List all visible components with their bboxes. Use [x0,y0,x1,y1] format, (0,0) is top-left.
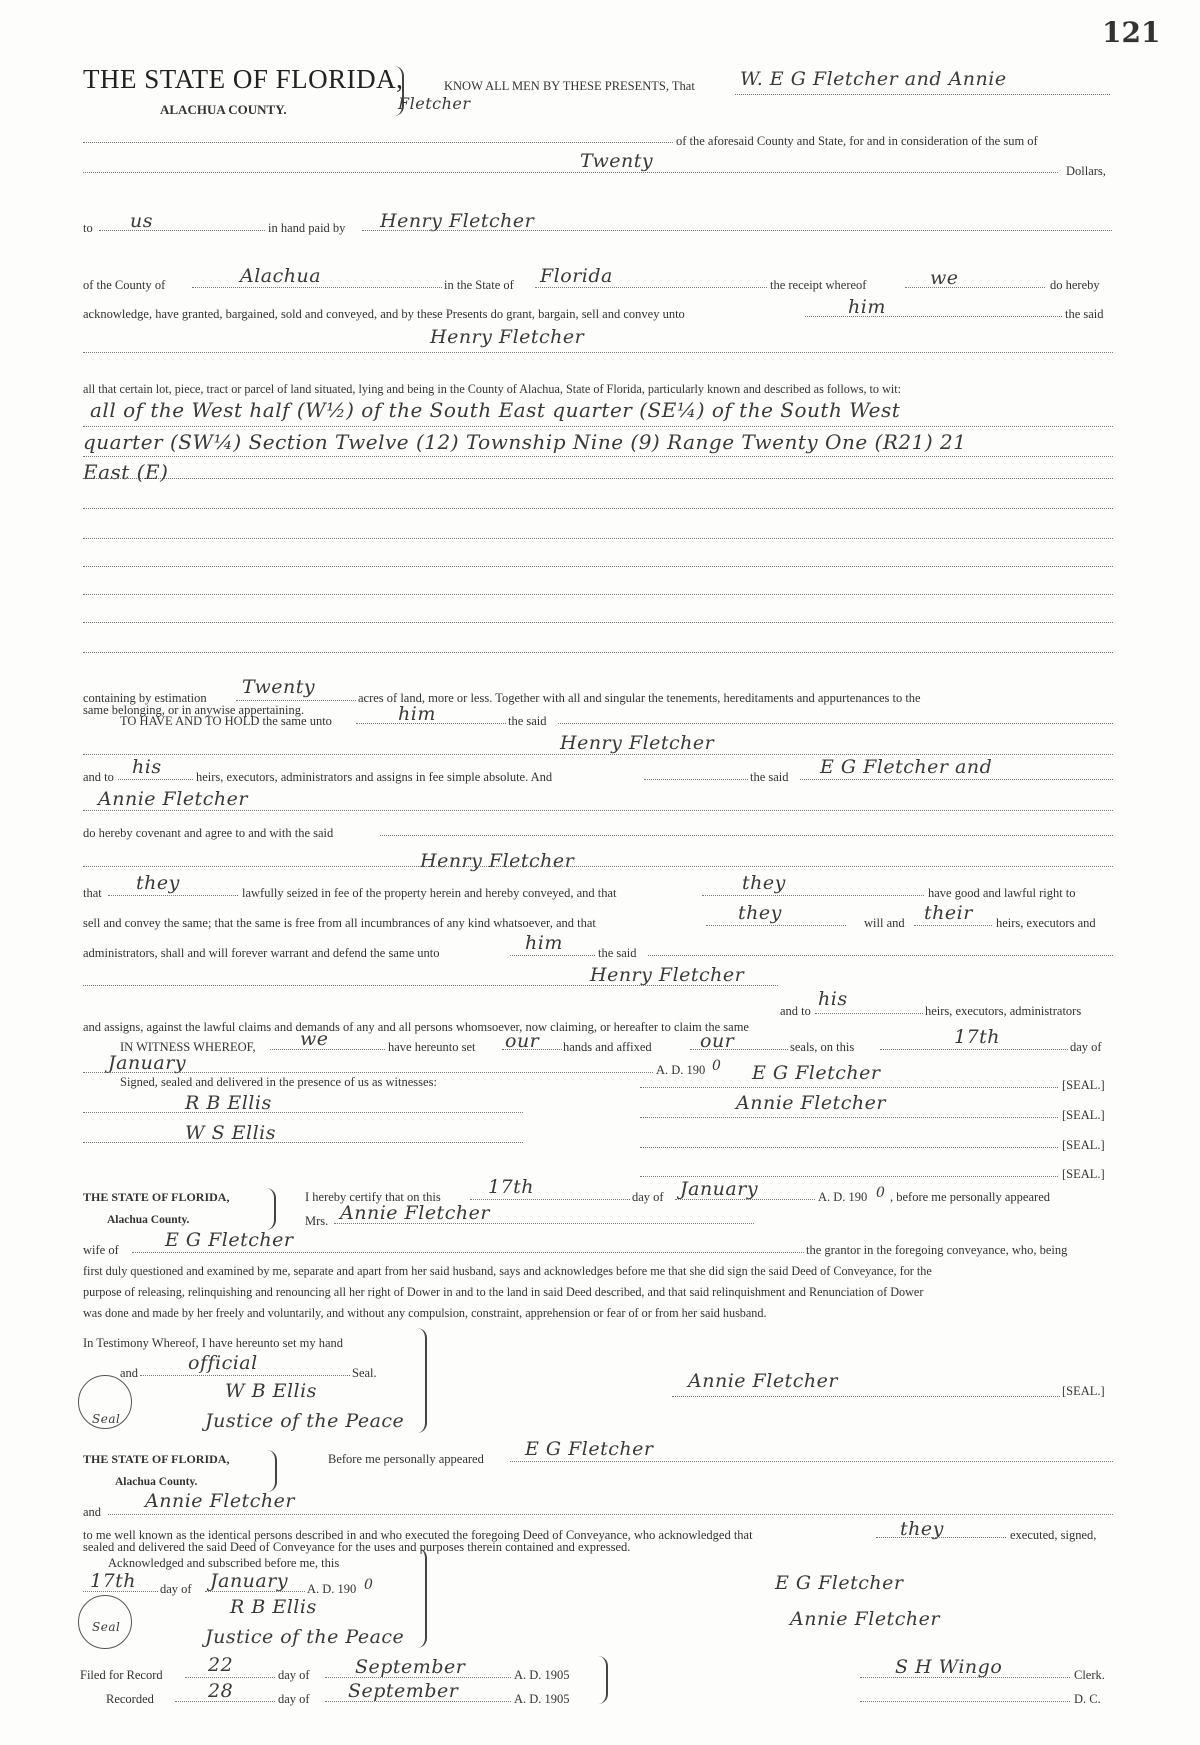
clerk-label: Clerk. [1074,1668,1105,1682]
we-handwritten: we [300,1028,329,1050]
land-line2-handwritten: quarter (SW¼) Section Twelve (12) Township Nine (9) Range Twenty One (R21) 21 [83,430,967,454]
grantor-text: the grantor in the foregoing conveyance, who, being [806,1243,1068,1257]
witness2-handwritten: W S Ellis [185,1122,276,1144]
wife-ack-para1: first duly questioned and examined by me, separate and apart from her said husband, says and acknowledges before me that she did sign the said Deed of Conveyance, for the [83,1264,932,1278]
ack2-month: January [210,1570,289,1592]
seized-text: lawfully seized in fee of the property herein and hereby conveyed, and that [242,886,617,900]
ack2-day-of: day of [160,1582,192,1596]
ack2-county: Alachua County. [115,1476,198,1488]
land-line5 [83,538,1113,539]
mrs-label: Mrs. [305,1214,329,1228]
ack2-they-line [876,1537,1006,1538]
land-line1-handwritten: all of the West half (W½) of the South East quarter (SE¼) of the South West [90,398,901,422]
land-line8 [83,622,1113,623]
heirs-text: heirs, executors, administrators and assigns in fee simple absolute. And [196,770,553,784]
hand-text: hands and affixed [563,1040,652,1054]
they-line-2 [702,895,924,896]
ack2-month-line [205,1591,305,1592]
acres-line [236,700,356,701]
filed-month-line [325,1677,511,1678]
mrs-line [334,1223,754,1224]
they-line-3 [706,925,846,926]
wife-ack-month-line [675,1199,815,1200]
their-line [914,925,992,926]
signature2-handwritten: Annie Fletcher [736,1092,886,1114]
of-county-label: of the County of [83,278,166,292]
testimony-brace [415,1328,427,1433]
they-handwritten-2: they [742,872,786,894]
to-have-name-line [558,723,1113,724]
state-handwritten: Florida [540,265,613,287]
administrators-text: administrators, shall and will forever warrant and defend the same unto [83,946,440,960]
witness1-line [83,1112,523,1113]
ack2-executed: executed, signed, [1010,1528,1097,1542]
county-line [192,287,442,288]
testimony-seal: Seal. [352,1366,377,1380]
page-number: 121 [1102,16,1161,49]
name3-line2 [83,985,778,986]
his-line [118,779,193,780]
filed-ad: A. D. 1905 [514,1668,570,1682]
recorded-day: 28 [208,1680,234,1702]
heirs-exec-text: heirs, executors and [996,916,1096,930]
wife-ack-month: January [680,1178,759,1200]
wife-ack-before: , before me personally appeared [890,1190,1050,1204]
filed-month: September [355,1656,466,1678]
covenant-name-handwritten: Henry Fletcher [420,850,575,872]
land-line2 [83,456,1113,457]
to-label: to [83,221,93,235]
wife-ack-day-line [470,1199,630,1200]
filing-brace [596,1656,608,1704]
dc-label: D. C. [1074,1692,1101,1706]
clerk-handwritten: S H Wingo [895,1656,1003,1678]
wife-of-label: wife of [83,1243,119,1257]
in-state-label: in the State of [444,278,514,292]
consideration-text: of the aforesaid County and State, for and in consideration of the sum of [676,134,1038,148]
heirs2-text: heirs, executors, administrators [925,1004,1082,1018]
grantors-line [735,94,1110,95]
wife-ack-year: 0 [876,1185,886,1201]
signature3-line [640,1147,1058,1148]
witness1-handwritten: R B Ellis [185,1092,272,1114]
day-handwritten: 17th [954,1026,1001,1048]
dollars-label: Dollars, [1066,164,1106,178]
they-line-1 [108,895,238,896]
amount-line [83,172,1058,173]
seal-label-1: [SEAL.] [1062,1078,1105,1092]
recorded-day-of: day of [278,1692,310,1706]
ack2-signature1: E G Fletcher [775,1572,904,1594]
the-said-3: the said [598,946,637,960]
grantee-name-line [83,352,1113,353]
covenant-line2 [83,866,1113,867]
our-line-2 [690,1049,788,1050]
ad-text: A. D. 190 [656,1063,706,1077]
covenant-line [380,835,1113,836]
ack2-state: THE STATE OF FLORIDA, [83,1452,230,1466]
land-line7 [83,594,1113,595]
clerk-line [860,1677,1070,1678]
witness2-line [83,1142,523,1143]
ack2-name1: E G Fletcher [525,1438,654,1460]
to-have-name-handwritten: Henry Fletcher [560,732,715,754]
testimony-and: and [120,1366,139,1380]
to-have-handwritten: him [398,703,436,725]
preamble: KNOW ALL MEN BY THESE PRESENTS, That [444,79,695,93]
dc-line [860,1701,1070,1702]
land-line3 [83,478,1113,479]
that-label: that [83,886,102,900]
sell-convey-text: sell and convey the same; that the same is free from all incumbrances of any kind whatsoever, and that [83,916,596,930]
seal-label-4: [SEAL.] [1062,1167,1105,1181]
the-said-label: the said [1065,307,1104,321]
wife-ack-officer: W B Ellis [225,1380,317,1402]
to-line [99,230,265,231]
official-line [140,1375,350,1376]
grantors2-line [800,779,1113,780]
wife-ack-ad: A. D. 190 [818,1190,868,1204]
signature1-handwritten: E G Fletcher [752,1062,881,1084]
official-handwritten: official [188,1352,258,1374]
will-and-text: will and [864,916,905,930]
wife-signature-line [672,1396,1060,1397]
assigns-text: and assigns, against the lawful claims and demands of any and all persons whomsoever, now claiming, or hereafter to claim the same [83,1020,749,1034]
ack2-subscribed: Acknowledged and subscribed before me, this [108,1556,340,1570]
mrs-handwritten: Annie Fletcher [340,1202,490,1224]
land-line1 [83,426,1113,427]
ack2-name1-line [510,1461,1113,1462]
paid-by-line [362,230,1112,231]
husband-line [132,1252,804,1253]
receipt-line [905,287,1045,288]
land-line9 [83,652,1113,653]
wife-ack-day: 17th [488,1176,535,1198]
ack2-sealed: sealed and delivered the said Deed of Conveyance for the uses and purposes therein contained and expressed. [83,1540,631,1554]
certify-text: I hereby certify that on this [305,1190,441,1204]
they-handwritten-1: they [136,872,180,894]
acknowledge-text: acknowledge, have granted, bargained, sold and conveyed, and by these Presents do grant, bargain, sell and convey unto [83,307,685,321]
grantors-handwritten-cont: Fletcher [398,94,471,113]
ack2-name2-line [108,1514,1113,1515]
wife-ack-brace [264,1188,276,1230]
the-said-2: the said [750,770,789,784]
our-line-1 [502,1049,562,1050]
ack2-officer-brace [415,1548,427,1648]
ack2-day: 17th [90,1570,137,1592]
ack2-they: they [900,1518,944,1540]
ack2-title: Justice of the Peace [205,1626,405,1648]
seal-text: seals, on this [790,1040,855,1054]
unto-handwritten: him [848,296,886,318]
ack2-ad: A. D. 190 [307,1582,357,1596]
name3-line [648,955,1113,956]
seal-stamp-1-label: Seal [92,1412,121,1426]
unto-line [805,316,1062,317]
day-of-text: day of [1070,1040,1102,1054]
paid-by-label: in hand paid by [268,221,346,235]
acres-text: acres of land, more or less. Together with all and singular the tenements, hereditaments and appurtenances to the [358,691,921,705]
grantors-handwritten: W. E G Fletcher and Annie [740,68,1007,90]
belonging-text: same belonging, or in anywise appertaining. [83,703,305,717]
to-handwritten: us [130,210,153,232]
do-hereby-label: do hereby [1050,278,1100,292]
recorded-month-line [325,1701,511,1702]
to-have-text: TO HAVE AND TO HOLD the same unto [120,714,332,728]
grantors2-handwritten: E G Fletcher and [820,756,993,778]
receipt-handwritten: we [930,267,959,289]
ack2-name2: Annie Fletcher [145,1490,295,1512]
to-have-said: the said [508,714,547,728]
have-good-text: have good and lawful right to [928,886,1076,900]
receipt-label: the receipt whereof [770,278,867,292]
month-handwritten: January [108,1052,187,1074]
wife-ack-county: Alachua County. [107,1214,190,1226]
our-handwritten-1: our [505,1030,540,1052]
and-line [644,779,748,780]
state-line [535,287,767,288]
ack2-year: 0 [364,1577,374,1593]
signature1-line [640,1087,1058,1088]
land-line6 [83,566,1113,567]
recorded-day-line [175,1701,275,1702]
their-handwritten: their [924,902,973,924]
signature2-line [640,1117,1058,1118]
ack2-brace [265,1450,277,1492]
him-line [510,955,595,956]
amount-handwritten: Twenty [580,150,654,172]
land-line3-handwritten: East (E) [83,460,169,484]
to-have-name-line2 [83,754,1113,755]
county-handwritten: Alachua [240,265,322,287]
seal-stamp-2-label: Seal [92,1620,121,1634]
seal-label-2: [SEAL.] [1062,1108,1105,1122]
land-intro: all that certain lot, piece, tract or parcel of land situated, lying and being in the County of Alachua, State of Florida, particularly known and described as follows, to wit: [83,382,902,396]
him-handwritten: him [525,932,563,954]
grantors2-line2 [83,810,1113,811]
wife-seal-label: [SEAL.] [1062,1384,1105,1398]
our-handwritten-2: our [700,1030,735,1052]
wife-ack-para2: purpose of releasing, relinquishing and renouncing all her right of Dower in and to the land in said Deed described, and that said relinquishment and Renunciation of Dower [83,1285,924,1299]
acres-handwritten: Twenty [242,676,316,698]
recorded-month: September [348,1680,459,1702]
ack2-known: to me well known as the identical persons described in and who executed the foregoing Deed of Conveyance, who acknowledged that [83,1528,753,1542]
ack2-day-line [83,1591,158,1592]
grantors2-handwritten-cont: Annie Fletcher [98,788,248,810]
ack2-signature2: Annie Fletcher [790,1608,940,1630]
covenant-text: do hereby covenant and agree to and with the said [83,826,334,840]
name3-handwritten: Henry Fletcher [590,964,745,986]
ack2-officer: R B Ellis [230,1596,317,1618]
filed-day: 22 [208,1654,234,1676]
and-to-2: and to [780,1004,811,1018]
consideration-line [83,142,673,143]
have-set-text: have hereunto set [388,1040,476,1054]
his-handwritten: his [132,756,162,778]
witness-whereof: IN WITNESS WHEREOF, [120,1040,256,1054]
state-title: THE STATE OF FLORIDA, [83,64,404,94]
they-handwritten-3: they [738,902,782,924]
land-line4 [83,508,1113,509]
seal-label-3: [SEAL.] [1062,1138,1105,1152]
paid-by-handwritten: Henry Fletcher [380,210,535,232]
ack2-and: and [83,1505,102,1519]
testimony-text: In Testimony Whereof, I have hereunto set my hand [83,1336,344,1350]
containing-label: containing by estimation [83,691,207,705]
filed-day-of: day of [278,1668,310,1682]
his-line-2 [815,1013,923,1014]
wife-ack-day-of: day of [632,1190,664,1204]
and-to-label: and to [83,770,114,784]
day-line [880,1049,1068,1050]
year-handwritten: 0 [712,1058,722,1074]
his-handwritten-2: his [818,988,848,1010]
we-line [270,1049,385,1050]
recorded-ad: A. D. 1905 [514,1692,570,1706]
signed-text: Signed, sealed and delivered in the presence of us as witnesses: [120,1075,437,1089]
county-title: ALACHUA COUNTY. [160,102,287,117]
signature4-line [640,1176,1058,1177]
wife-signature: Annie Fletcher [688,1370,838,1392]
wife-ack-para3: was done and made by her freely and voluntarily, and without any compulsion, constraint, apprehension or fear of or from her said husband. [83,1306,767,1320]
wife-ack-title: Justice of the Peace [205,1410,405,1432]
grantee-name-handwritten: Henry Fletcher [430,326,585,348]
filed-day-line [185,1677,275,1678]
filed-label: Filed for Record [80,1668,163,1682]
month-line [83,1072,653,1073]
to-have-line [356,723,506,724]
wife-ack-state: THE STATE OF FLORIDA, [83,1190,230,1204]
ack2-before: Before me personally appeared [328,1452,484,1466]
recorded-label: Recorded [106,1692,154,1706]
husband-handwritten: E G Fletcher [165,1229,294,1251]
